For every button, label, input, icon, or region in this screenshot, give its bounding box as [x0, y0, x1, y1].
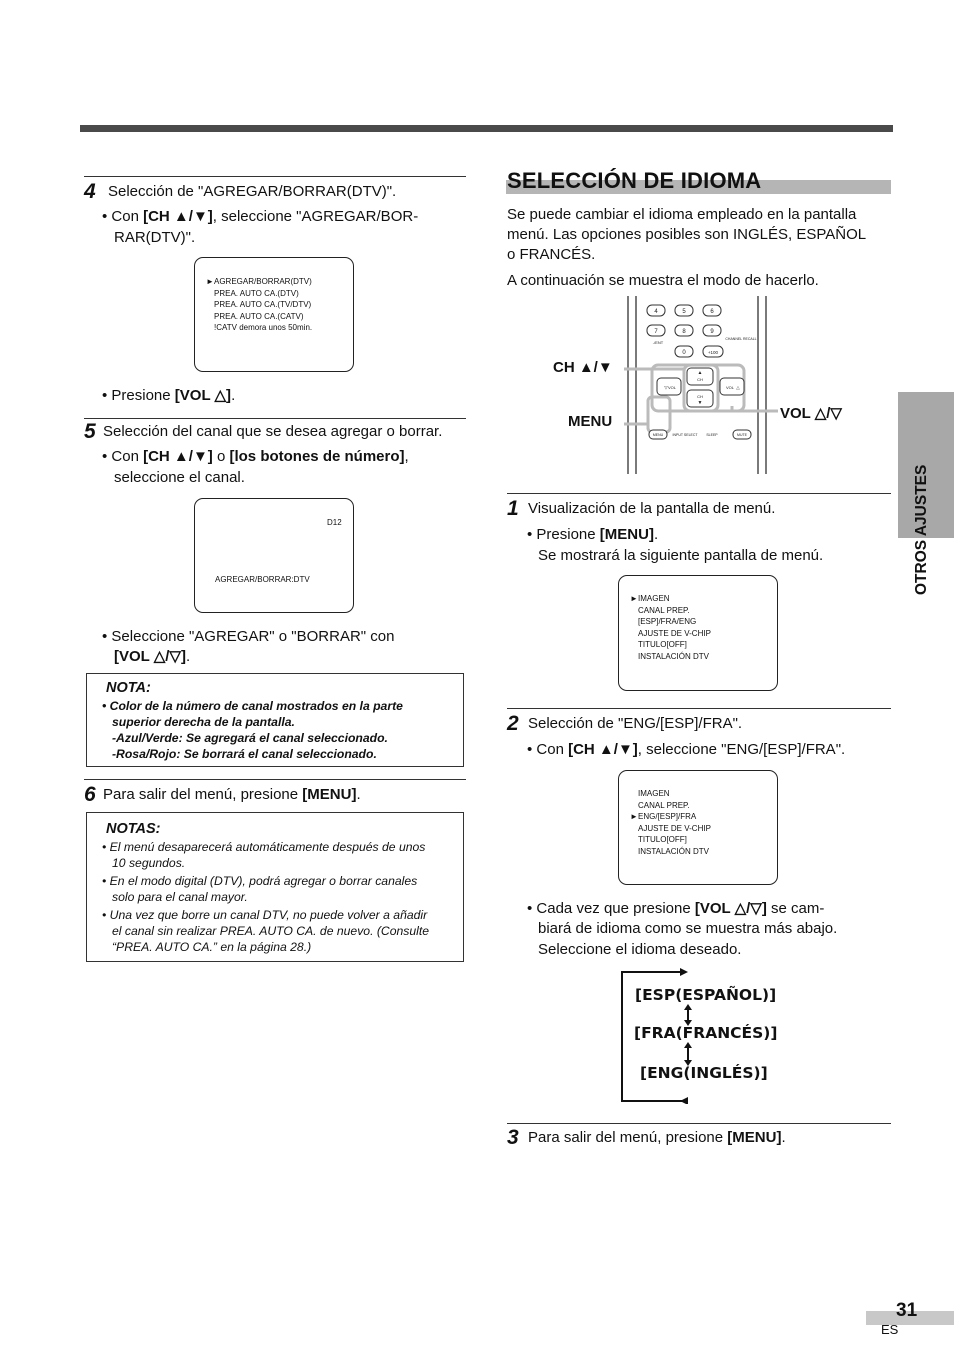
bullet: • Presione [MENU].	[527, 526, 659, 543]
tv-screen	[618, 575, 778, 691]
menu-item: AJUSTE DE V-CHIP	[638, 628, 711, 638]
menu-item: PREA. AUTO CA.(TV/DTV)	[214, 300, 312, 309]
note-title: NOTA:	[106, 680, 151, 696]
screen-menu	[214, 276, 312, 334]
menu-item: AJUSTE DE V-CHIP	[638, 823, 711, 833]
key-label: CH	[697, 377, 703, 382]
step-text: Para salir del menú, presione [MENU].	[528, 1129, 786, 1146]
note-box	[86, 673, 464, 767]
notes-box	[86, 812, 464, 962]
bullet-cont: seleccione el canal.	[114, 469, 245, 486]
divider	[84, 176, 466, 177]
menu-item: !CATV demora unos 50min.	[214, 323, 313, 332]
side-tab-label: OTROS AJUSTES	[913, 464, 930, 595]
note-line: -Azul/Verde: Se agregará el canal seleccionado.	[112, 731, 388, 745]
menu-item: ENG/[ESP]/FRA	[638, 812, 697, 821]
key-label: MUTE	[737, 433, 747, 437]
tv-screen	[194, 498, 354, 613]
bullet: • Cada vez que presione [VOL △/▽] se cam-	[527, 900, 825, 917]
step-number: 2	[507, 712, 519, 735]
note-line: • El menú desaparecerá automáticamente después de unos	[102, 840, 426, 854]
intro-line: Se puede cambiar el idioma empleado en la pantalla	[507, 206, 857, 223]
step-text: Selección de "AGREGAR/BORRAR(DTV)".	[108, 183, 397, 200]
menu-item: TITULO[OFF]	[638, 640, 687, 649]
note-line: el canal sin realizar PREA. AUTO CA. de nuevo. (Consulte	[112, 924, 430, 938]
bullet: • Seleccione "AGREGAR" o "BORRAR" con	[102, 628, 395, 645]
bullet-cont: [VOL △/▽].	[114, 648, 191, 665]
step-number: 5	[84, 420, 96, 443]
step-number: 1	[507, 497, 519, 520]
key-label: MENU	[652, 433, 664, 437]
tv-screen	[194, 257, 354, 372]
key-label: 4	[654, 309, 658, 315]
key-label: CH	[697, 394, 703, 399]
channel-number: D12	[327, 518, 342, 527]
screen-menu	[638, 788, 711, 857]
note-line: 10 segundos.	[112, 856, 186, 870]
key-label: 7	[654, 329, 658, 335]
menu-item: CANAL PREP.	[638, 605, 690, 615]
key-label: 0	[682, 350, 686, 356]
bullet-cont: biará de idioma como se muestra más abajo.	[538, 920, 838, 937]
note-line: • En el modo digital (DTV), podrá agregar o borrar canales	[102, 874, 418, 888]
intro-text	[507, 205, 866, 265]
key-label: SLEEP	[706, 433, 718, 437]
note-line: • Una vez que borre un canal DTV, no puede volver a añadir	[102, 908, 428, 922]
menu-item: CANAL PREP.	[638, 800, 690, 810]
menu-item: PREA. AUTO CA.(CATV)	[214, 311, 304, 321]
screen-label: AGREGAR/BORRAR:DTV	[215, 575, 310, 584]
bullet: • Con [CH ▲/▼], seleccione "ENG/[ESP]/FRA".	[527, 741, 846, 758]
bullet-cont: RAR(DTV)".	[114, 229, 196, 246]
top-bar	[80, 125, 893, 132]
lang-option-esp: [ESP(ESPAÑOL)]	[635, 986, 777, 1004]
step-text: Visualización de la pantalla de menú.	[528, 500, 776, 517]
screen-menu	[638, 593, 711, 662]
menu-item: INSTALACIÓN DTV	[638, 846, 709, 856]
note-line: superior derecha de la pantalla.	[112, 715, 295, 729]
screen-cursor: ►	[630, 812, 638, 821]
key-arrow: ▼	[697, 400, 703, 406]
bullet: • Presione [VOL △].	[102, 387, 236, 404]
section-title: SELECCIÓN DE IDIOMA	[507, 168, 762, 193]
intro-line: o FRANCÉS.	[507, 246, 596, 263]
notes-title: NOTAS:	[106, 821, 161, 837]
key-label: 9	[710, 329, 714, 335]
menu-item: INSTALACIÓN DTV	[638, 651, 709, 661]
note-line: “PREA. AUTO CA.” en la página 28.)	[112, 940, 312, 954]
callout-vol: VOL △/▽	[780, 405, 842, 422]
key-label: -/ENT	[652, 340, 664, 345]
lang-option-fra: [FRA(FRANCÉS)]	[634, 1024, 778, 1042]
divider	[507, 1123, 891, 1124]
key-label: VOL	[667, 385, 677, 390]
step-text: Selección del canal que se desea agregar o borrar.	[103, 423, 443, 440]
screen-cursor: ►	[630, 594, 638, 603]
menu-item: [ESP]/FRA/ENG	[638, 617, 697, 626]
divider	[507, 493, 891, 494]
lang-option-eng: [ENG(INGLÉS)]	[640, 1064, 768, 1082]
key-label: CHANNEL RECALL	[725, 337, 757, 341]
bullet-cont: Seleccione el idioma deseado.	[538, 941, 742, 958]
callout-ch: CH ▲/▼	[553, 359, 613, 376]
key-arrow: ▲	[697, 370, 703, 376]
bullet: • Con [CH ▲/▼] o [los botones de número],	[102, 448, 409, 465]
language-cycle	[618, 968, 798, 1104]
page-lang: ES	[881, 1322, 899, 1337]
divider	[84, 418, 466, 419]
key-label: +100	[707, 350, 719, 355]
page-number: 31	[896, 1300, 918, 1321]
menu-item: TITULO[OFF]	[638, 835, 687, 844]
intro-line: menú. Las opciones posibles son INGLÉS, ESPAÑOL	[507, 226, 867, 243]
key-label: 5	[682, 309, 686, 315]
menu-item: PREA. AUTO CA.(DTV)	[214, 288, 299, 298]
callout-menu: MENU	[568, 413, 613, 430]
step-number: 6	[84, 783, 96, 806]
step-text: Selección de "ENG/[ESP]/FRA".	[528, 715, 743, 732]
key-arrow: △	[736, 385, 740, 390]
key-label: INPUT SELECT	[672, 433, 698, 437]
note-line: -Rosa/Rojo: Se borrará el canal seleccionado.	[112, 747, 377, 761]
remote-illustration	[550, 296, 870, 476]
divider	[84, 779, 466, 780]
key-label: 8	[682, 329, 686, 335]
step-text: Para salir del menú, presione [MENU].	[103, 786, 361, 803]
key-arrow: ▽	[664, 385, 668, 390]
tv-screen	[618, 770, 778, 885]
step-number: 3	[507, 1126, 519, 1149]
key-label: 6	[710, 309, 714, 315]
step-number: 4	[84, 180, 96, 203]
menu-item: AGREGAR/BORRAR(DTV)	[214, 277, 312, 286]
note-line: • Color de la número de canal mostrados en la parte	[102, 699, 403, 713]
intro-text-2: A continuación se muestra el modo de hacerlo.	[507, 272, 819, 289]
bullet-cont: Se mostrará la siguiente pantalla de menú.	[538, 547, 824, 564]
note-line: solo para el canal mayor.	[112, 890, 248, 904]
screen-cursor: ►	[206, 277, 214, 286]
bullet: • Con [CH ▲/▼], seleccione "AGREGAR/BOR-	[102, 208, 419, 225]
key-label: VOL	[725, 385, 735, 390]
divider	[507, 708, 891, 709]
remote-svg	[550, 296, 870, 476]
menu-item: IMAGEN	[638, 789, 670, 798]
menu-item: IMAGEN	[638, 594, 670, 603]
